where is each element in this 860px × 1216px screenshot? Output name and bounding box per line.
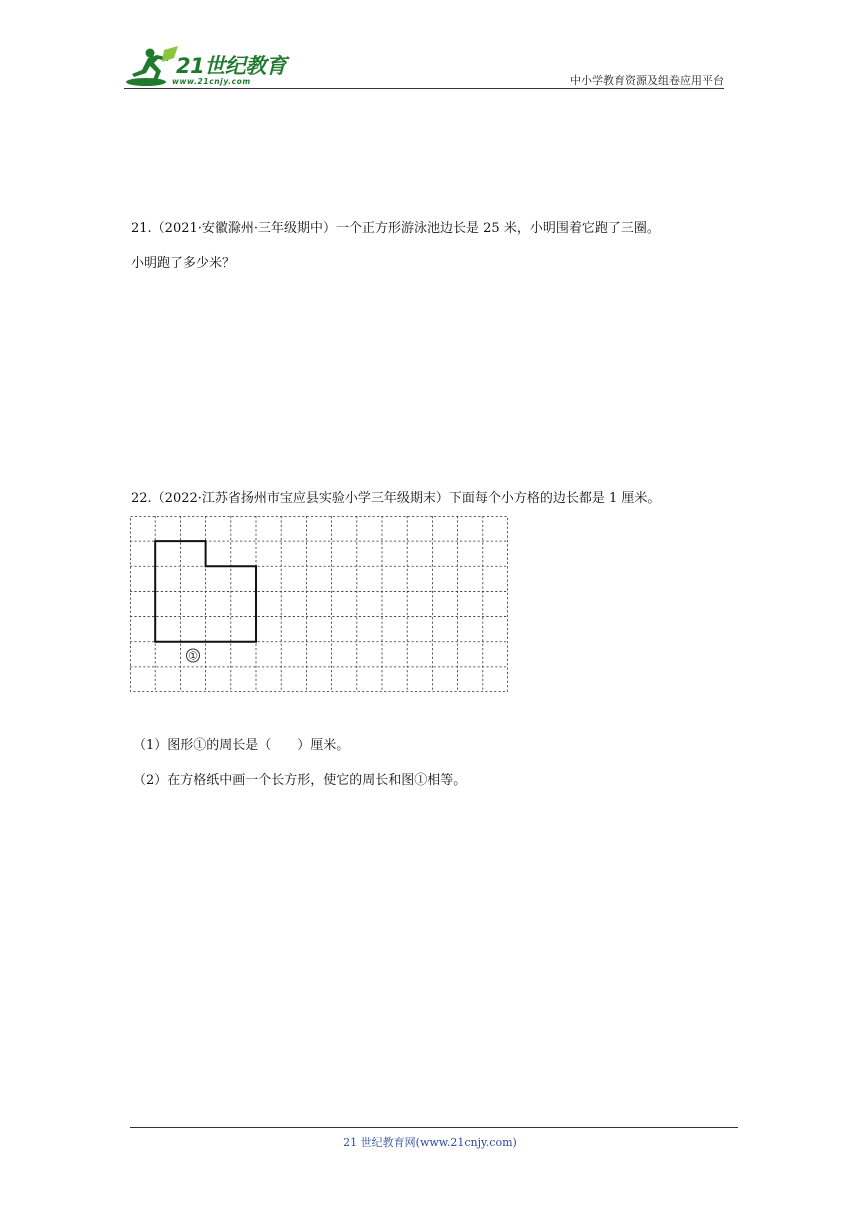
footer-text: 21 世纪教育网(www.21cnjy.com) [343,1136,517,1149]
question-22-part-2: （2）在方格纸中画一个长方形，使它的周长和图①相等。 [133,773,467,788]
header-divider [124,88,724,89]
logo-text: 21世纪教育 [176,54,287,78]
square-grid-figure [130,516,508,692]
platform-name: 中小学教育资源及组卷应用平台 [570,74,724,87]
question-22-text: 22.（2022·江苏省扬州市宝应县实验小学三年级期末）下面每个小方格的边长都是 1 厘米。 [131,491,661,506]
site-logo [124,44,294,90]
figure-1-label: ① [188,649,198,663]
question-21-text: 21.（2021·安徽滁州·三年级期中）一个正方形游泳池边长是 25 米，小明围着它跑了三圈。 [131,221,660,236]
footer-divider [130,1127,738,1128]
question-21-continued: 小明跑了多少米？ [131,256,236,271]
question-22-part-1: （1）图形①的周长是（ ）厘米。 [133,738,350,753]
logo-url: www.21cnjy.com [172,77,251,86]
